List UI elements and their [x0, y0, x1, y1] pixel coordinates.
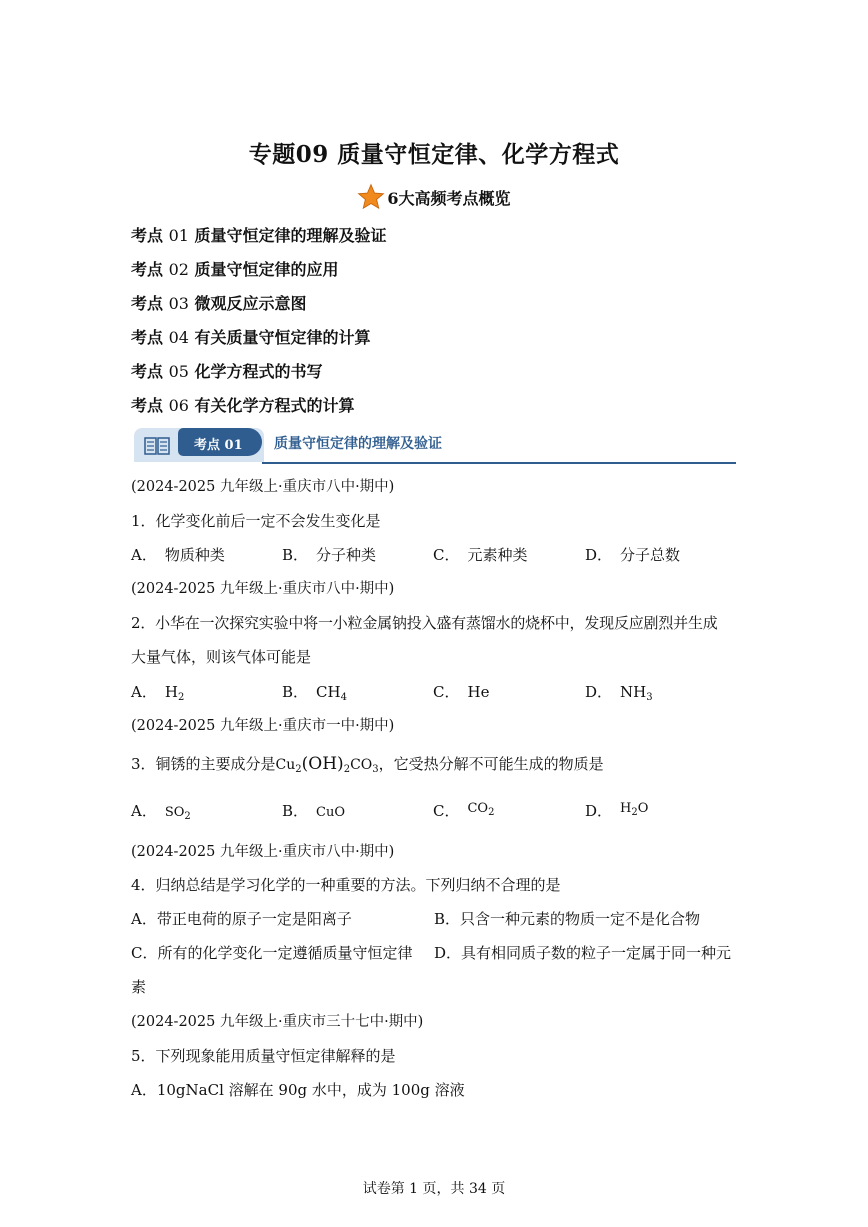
option-label: A． [131, 802, 157, 820]
option-c[interactable] [433, 543, 528, 567]
option-d[interactable] [585, 799, 648, 829]
option-c[interactable] [433, 799, 494, 829]
option-label: C． [433, 802, 460, 820]
option-text: 分子总数 [620, 546, 681, 564]
kaodian-number: 05 [168, 362, 189, 381]
question-stem-continued: 大量气体，则该气体可能是 [131, 648, 312, 666]
kaodian-item[interactable] [131, 258, 387, 292]
kaodian-text: 微观反应示意图 [194, 294, 307, 313]
formula-subscript: 2 [343, 764, 351, 775]
question-stem [131, 752, 741, 782]
kaodian-item[interactable] [131, 224, 387, 258]
kaodian-number: 01 [168, 226, 189, 245]
option-formula: He [467, 683, 490, 701]
kaodian-number: 03 [168, 294, 189, 313]
option-a[interactable] [131, 799, 191, 829]
kaodian-item[interactable] [131, 326, 387, 360]
kaodian-text: 化学方程式的书写 [194, 362, 323, 381]
option-text: 物质种类 [164, 546, 225, 564]
page-footer: 试卷第 1 页，共 34 页 [362, 1181, 506, 1197]
options-row [131, 941, 741, 965]
option-label: B． [282, 802, 309, 820]
section-divider [262, 462, 736, 464]
question-source: (2024-2025 九年级上·重庆市八中·期中) [131, 581, 395, 597]
kaodian-item[interactable] [131, 394, 387, 428]
option-b[interactable] [282, 543, 376, 567]
option-label: D． [585, 546, 613, 564]
question-stem: 5．下列现象能用质量守恒定律解释的是 [131, 1047, 396, 1065]
options-row [131, 680, 741, 704]
option-formula-subscript: 2 [177, 692, 185, 703]
question-source: (2024-2025 九年级上·重庆市三十七中·期中) [131, 1014, 424, 1030]
kaodian-prefix: 考点 [131, 226, 164, 245]
option-label: C． [433, 683, 460, 701]
document-title: 专题09 质量守恒定律、化学方程式 [248, 141, 620, 168]
kaodian-number: 06 [168, 396, 189, 415]
star-icon [357, 183, 385, 211]
kaodian-text: 质量守恒定律的应用 [194, 260, 339, 279]
option-formula-subscript: 2 [184, 811, 191, 822]
option-formula: CuO [316, 805, 346, 820]
formula-part: (OH) [301, 754, 344, 774]
option-label: B． [282, 683, 309, 701]
option-formula: NH [620, 683, 647, 701]
option-label: D． [585, 802, 613, 820]
option-text: 分子种类 [316, 546, 377, 564]
option-label: B． [282, 546, 309, 564]
kaodian-number: 04 [168, 328, 189, 347]
option-c[interactable]: C．所有的化学变化一定遵循质量守恒定律 [131, 944, 413, 962]
kaodian-text: 有关化学方程式的计算 [194, 396, 355, 415]
option-b[interactable] [282, 680, 347, 710]
option-formula: O [637, 801, 649, 816]
option-text: 元素种类 [467, 546, 528, 564]
kaodian-list [131, 224, 387, 428]
kaodian-item[interactable] [131, 360, 387, 394]
section-tab-label: 考点 01 [194, 438, 243, 453]
kaodian-prefix: 考点 [131, 294, 164, 313]
option-formula: H [164, 683, 178, 701]
kaodian-prefix: 考点 [131, 260, 164, 279]
kaodian-text: 质量守恒定律的理解及验证 [194, 226, 387, 245]
section-title: 质量守恒定律的理解及验证 [274, 436, 442, 452]
option-c[interactable] [433, 680, 489, 704]
option-formula-subscript: 3 [646, 692, 653, 703]
option-a[interactable] [131, 543, 225, 567]
option-label: D． [585, 683, 613, 701]
formula-part: CO [350, 757, 373, 773]
question-stem-text: ，它受热分解不可能生成的物质是 [378, 755, 604, 773]
kaodian-prefix: 考点 [131, 396, 164, 415]
option-label: A． [131, 546, 157, 564]
question-stem: 1．化学变化前后一定不会发生变化是 [131, 512, 381, 530]
kaodian-prefix: 考点 [131, 362, 164, 381]
question-stem-text: 3．铜锈的主要成分是 [131, 755, 276, 773]
options-row [131, 543, 741, 567]
kaodian-text: 有关质量守恒定律的计算 [194, 328, 371, 347]
option-a[interactable] [131, 680, 184, 710]
kaodian-prefix: 考点 [131, 328, 164, 347]
chemical-formula [275, 754, 379, 775]
option-d[interactable] [585, 680, 653, 710]
option-formula: CO [467, 801, 489, 816]
question-stem: 2．小华在一次探究实验中将一小粒金属钠投入盛有蒸馏水的烧杯中，发现反应剧烈并生成 [131, 614, 718, 632]
option-b[interactable]: B．只含一种元素的物质一定不是化合物 [434, 910, 701, 928]
question-source: (2024-2025 九年级上·重庆市八中·期中) [131, 844, 395, 860]
option-b[interactable] [282, 799, 345, 825]
option-d[interactable] [585, 543, 680, 567]
options-row [131, 907, 741, 931]
overview-text: 6大高频考点概览 [387, 188, 511, 208]
question-source: (2024-2025 九年级上·重庆市八中·期中) [131, 479, 395, 495]
formula-part: Cu [275, 757, 296, 773]
kaodian-item[interactable] [131, 292, 387, 326]
option-formula-subscript: 2 [631, 807, 638, 818]
option-formula-subscript: 2 [488, 807, 495, 818]
overview-heading [0, 183, 868, 211]
option-label: C． [433, 546, 460, 564]
options-row [131, 799, 741, 823]
option-d[interactable]: D．具有相同质子数的粒子一定属于同一种元 [434, 944, 732, 962]
option-a[interactable]: A．带正电荷的原子一定是阳离子 [131, 910, 352, 928]
option-formula: CH [316, 683, 341, 701]
question-source: (2024-2025 九年级上·重庆市一中·期中) [131, 718, 395, 734]
option-label: A． [131, 683, 157, 701]
kaodian-number: 02 [168, 260, 189, 279]
option-formula-subscript: 4 [340, 692, 347, 703]
option-formula: H [620, 801, 632, 816]
question-stem: 4．归纳总结是学习化学的一种重要的方法。下列归纳不合理的是 [131, 876, 561, 894]
book-icon [144, 437, 170, 455]
option-a[interactable]: A．10gNaCl 溶解在 90g 水中，成为 100g 溶液 [131, 1081, 465, 1099]
option-c-continued: 素 [131, 978, 147, 996]
option-formula: SO [164, 805, 185, 820]
formula-subscript: 3 [372, 764, 379, 775]
section-header [132, 428, 736, 466]
formula-subscript: 2 [295, 764, 302, 775]
